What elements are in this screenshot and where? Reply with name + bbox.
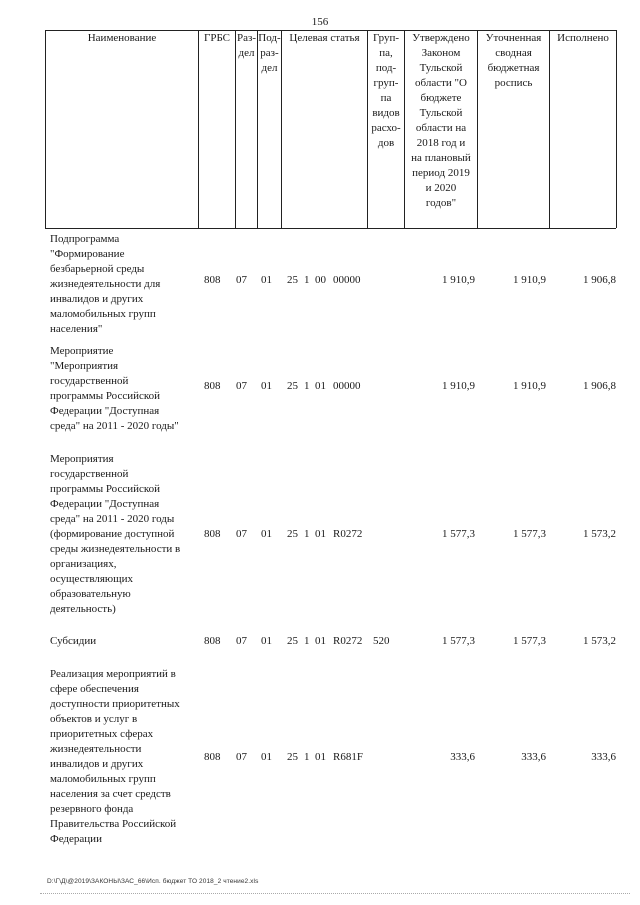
row-executed: 1 573,2: [583, 528, 616, 540]
row-refined: 1 910,9: [513, 274, 546, 286]
row-podrazdel: 01: [261, 380, 272, 392]
row-target-subprogram: 1: [304, 380, 310, 392]
row-grbs: 808: [204, 751, 221, 763]
row-grbs: 808: [204, 274, 221, 286]
row-name: Мероприятие "Мероприятия государственной программы Российской Федерации "Доступная среда" на 2011 - 2020 годы": [50, 345, 179, 432]
row-target-subprogram: 1: [304, 751, 310, 763]
header-grbs: ГРБС: [203, 32, 231, 44]
row-target-event: 00: [315, 274, 326, 286]
row-razdel: 07: [236, 274, 247, 286]
row-target-event: 01: [315, 528, 326, 540]
col-divider: [616, 30, 617, 228]
row-target-subprogram: 1: [304, 528, 310, 540]
row-approved: 1 910,9: [442, 380, 475, 392]
header-target: Целевая статья: [289, 32, 360, 44]
row-razdel: 07: [236, 635, 247, 647]
header-group: Груп- па, под- груп- па видов расхо- дов: [371, 32, 401, 149]
page-number: 156: [311, 16, 329, 28]
row-grbs: 808: [204, 380, 221, 392]
row-target-program: 25: [287, 751, 298, 763]
row-refined: 1 577,3: [513, 635, 546, 647]
header-podrazdel: Под- раз- дел: [258, 32, 281, 74]
bottom-rule: [40, 893, 630, 894]
row-target-program: 25: [287, 274, 298, 286]
row-name: Подпрограмма "Формирование безбарьерной среды жизнедеятельности для инвалидов и других маломобильных групп населения": [50, 233, 161, 335]
row-approved: 1 577,3: [442, 528, 475, 540]
row-approved: 1 577,3: [442, 635, 475, 647]
header-refined: Уточненная сводная бюджетная роспись: [485, 32, 542, 89]
row-podrazdel: 01: [261, 751, 272, 763]
row-approved: 333,6: [450, 751, 475, 763]
row-approved: 1 910,9: [442, 274, 475, 286]
row-target-program: 25: [287, 380, 298, 392]
row-razdel: 07: [236, 528, 247, 540]
header-bottom-rule: [45, 228, 616, 229]
row-podrazdel: 01: [261, 274, 272, 286]
row-target-direction: R681F: [333, 751, 363, 763]
col-divider: [281, 30, 282, 228]
row-executed: 333,6: [591, 751, 616, 763]
row-podrazdel: 01: [261, 528, 272, 540]
row-target-direction: R0272: [333, 635, 363, 647]
row-grbs: 808: [204, 528, 221, 540]
col-divider: [198, 30, 199, 228]
row-target-event: 01: [315, 751, 326, 763]
row-razdel: 07: [236, 751, 247, 763]
row-target-subprogram: 1: [304, 635, 310, 647]
row-target-direction: R0272: [333, 528, 363, 540]
row-grbs: 808: [204, 635, 221, 647]
row-executed: 1 906,8: [583, 274, 616, 286]
row-refined: 1 910,9: [513, 380, 546, 392]
row-target-event: 01: [315, 380, 326, 392]
row-executed: 1 573,2: [583, 635, 616, 647]
row-razdel: 07: [236, 380, 247, 392]
row-executed: 1 906,8: [583, 380, 616, 392]
row-target-program: 25: [287, 528, 298, 540]
row-target-program: 25: [287, 635, 298, 647]
col-divider: [45, 30, 46, 228]
row-group: 520: [373, 635, 390, 647]
row-name: Реализация мероприятий в сфере обеспечения доступности приоритетных объектов и услуг в приоритетных сферах жизнедеятельности инвалидов и других маломобильных групп населения за счет средств резервного фонда Правительства Российской Федерации: [50, 668, 180, 845]
row-name: Субсидии: [50, 635, 97, 647]
header-executed: Исполнено: [557, 32, 609, 44]
row-podrazdel: 01: [261, 635, 272, 647]
row-target-event: 01: [315, 635, 326, 647]
file-path-footer: D:\Г\Д\@2019\ЗАКОНЫ\ЗАС_66\Исп. бюджет ТО 2018_2 чтение2.xls: [47, 878, 259, 885]
row-target-direction: 00000: [333, 380, 361, 392]
row-name: Мероприятия государственной программы Российской Федерации "Доступная среда" на 2011 - 2020 годы (формирование доступной среды жизнедеятельности в организациях, осуществляющих образовательную деятельность): [50, 453, 181, 615]
header-razdel: Раз- дел: [236, 32, 256, 59]
row-target-direction: 00000: [333, 274, 361, 286]
row-refined: 333,6: [521, 751, 546, 763]
row-refined: 1 577,3: [513, 528, 546, 540]
header-approved: Утверждено Законом Тульской области "О бюджете Тульской области на 2018 год и на плановый период 2019 и 2020 годов": [411, 32, 471, 209]
header-name: Наименование: [87, 32, 157, 44]
col-divider: [549, 30, 550, 228]
row-target-subprogram: 1: [304, 274, 310, 286]
